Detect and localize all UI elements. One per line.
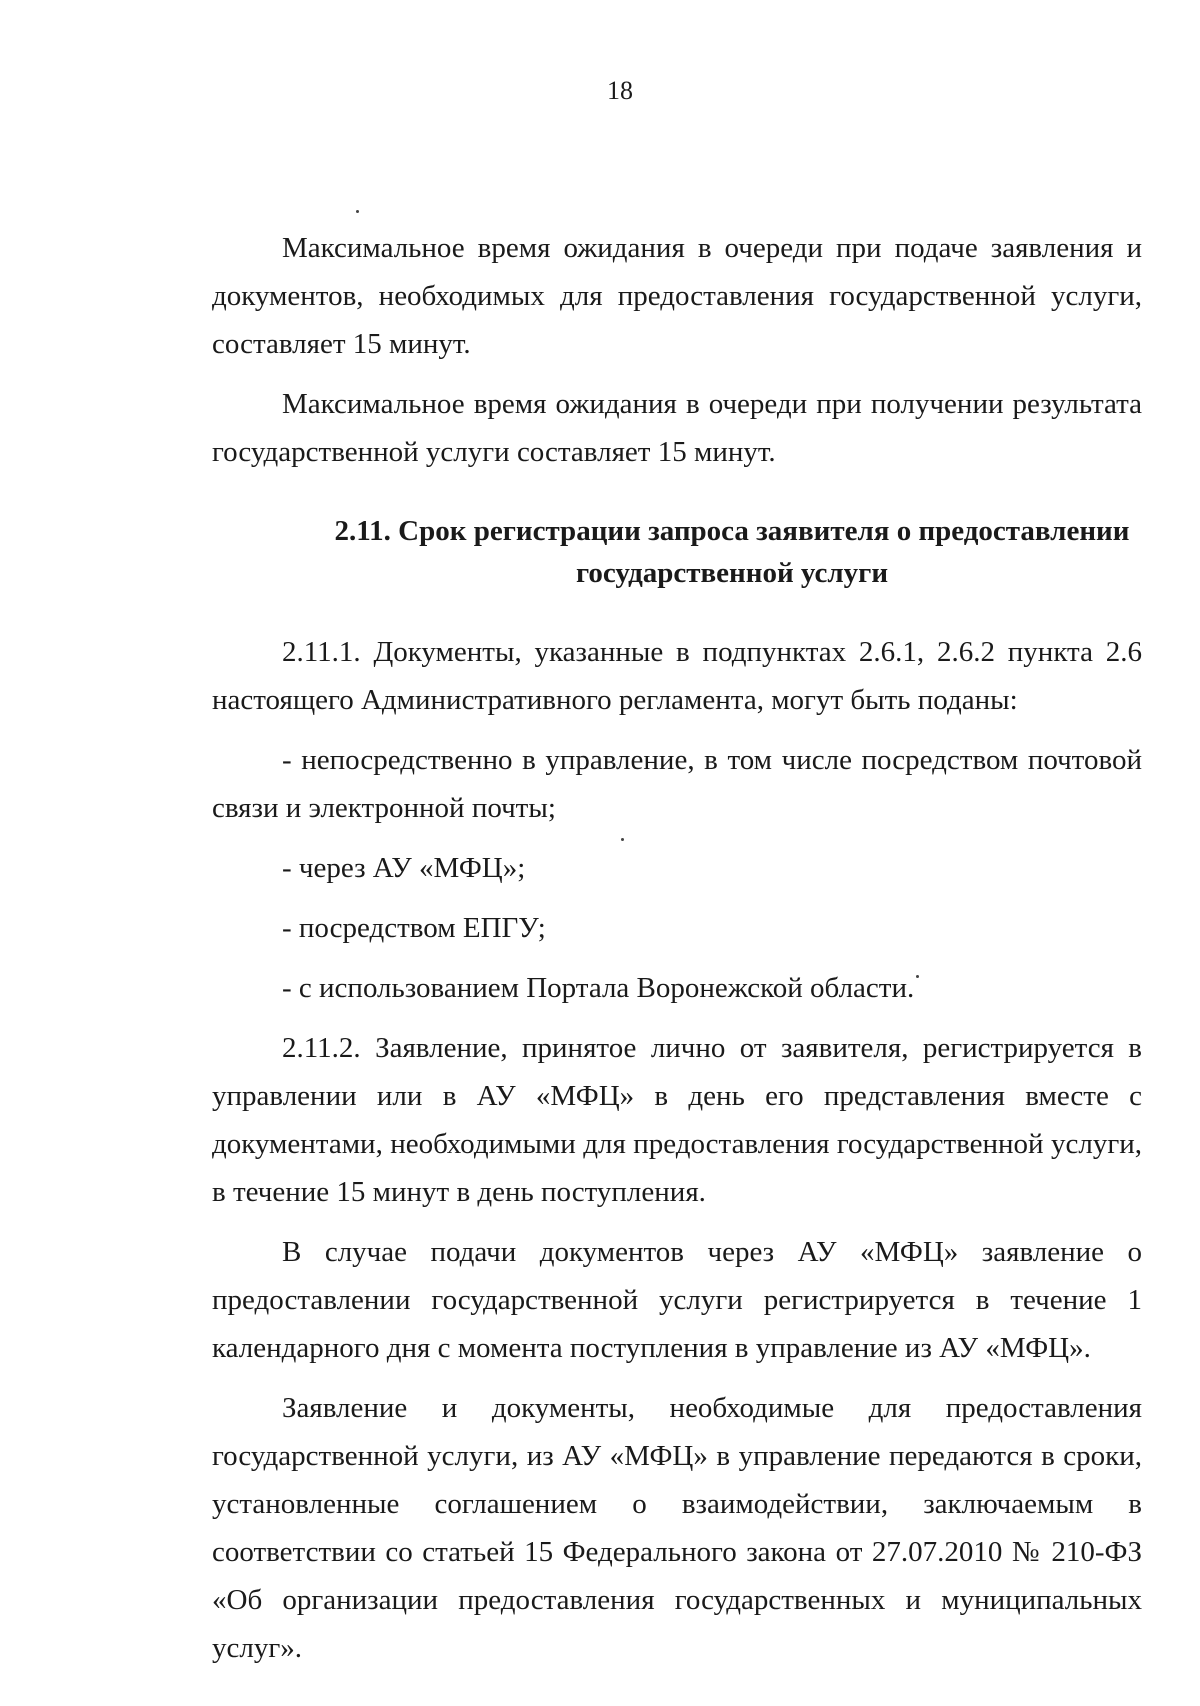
document-body [212,224,1142,1672]
list-item: - с использованием Портала Воронежской области. [282,972,915,1004]
page-number: 18 [607,76,633,105]
paragraph-mfc-transfer: Заявление и документы, необходимые для предоставления государственной услуги, из АУ «МФЦ» в управление передаются в сроки, установленные соглашением о взаимодействии, заключаемым в соответствии со статьей 15 Федерального закона от 27.07.2010 № 210-ФЗ «Об организации предоставления государственных и муниципальных услуг». [212,1392,1142,1664]
list-item: - посредством ЕПГУ; [282,912,546,944]
section-heading-2-11 [212,510,1142,594]
clause-2-11-1-intro: 2.11.1. Документы, указанные в подпунктах 2.6.1, 2.6.2 пункта 2.6 настоящего Административного регламента, могут быть поданы: [212,636,1142,716]
section-heading-line-1: 2.11. Срок регистрации запроса заявителя о предоставлении [334,515,1130,547]
paragraph-max-wait-result: Максимальное время ожидания в очереди при получении результата государственной услуги составляет 15 минут. [212,388,1142,468]
list-item: - непосредственно в управление, в том числе посредством почтовой связи и электронной почты; [212,744,1142,824]
list-item: - через АУ «МФЦ»; [282,852,526,884]
clause-2-11-2: 2.11.2. Заявление, принятое лично от заявителя, регистрируется в управлении или в АУ «МФЦ» в день его представления вместе с документами, необходимыми для предоставления государственной услуги, в течение 15 минут в день поступления. [212,1032,1142,1208]
scan-speck [356,210,359,213]
section-heading-line-2: государственной услуги [575,557,889,589]
paragraph-mfc-submission: В случае подачи документов через АУ «МФЦ» заявление о предоставлении государственной услуги регистрируется в течение 1 календарного дня с момента поступления в управление из АУ «МФЦ». [212,1236,1142,1364]
paragraph-max-wait-submission: Максимальное время ожидания в очереди при подаче заявления и документов, необходимых для предоставления государственной услуги, составляет 15 минут. [212,232,1142,360]
